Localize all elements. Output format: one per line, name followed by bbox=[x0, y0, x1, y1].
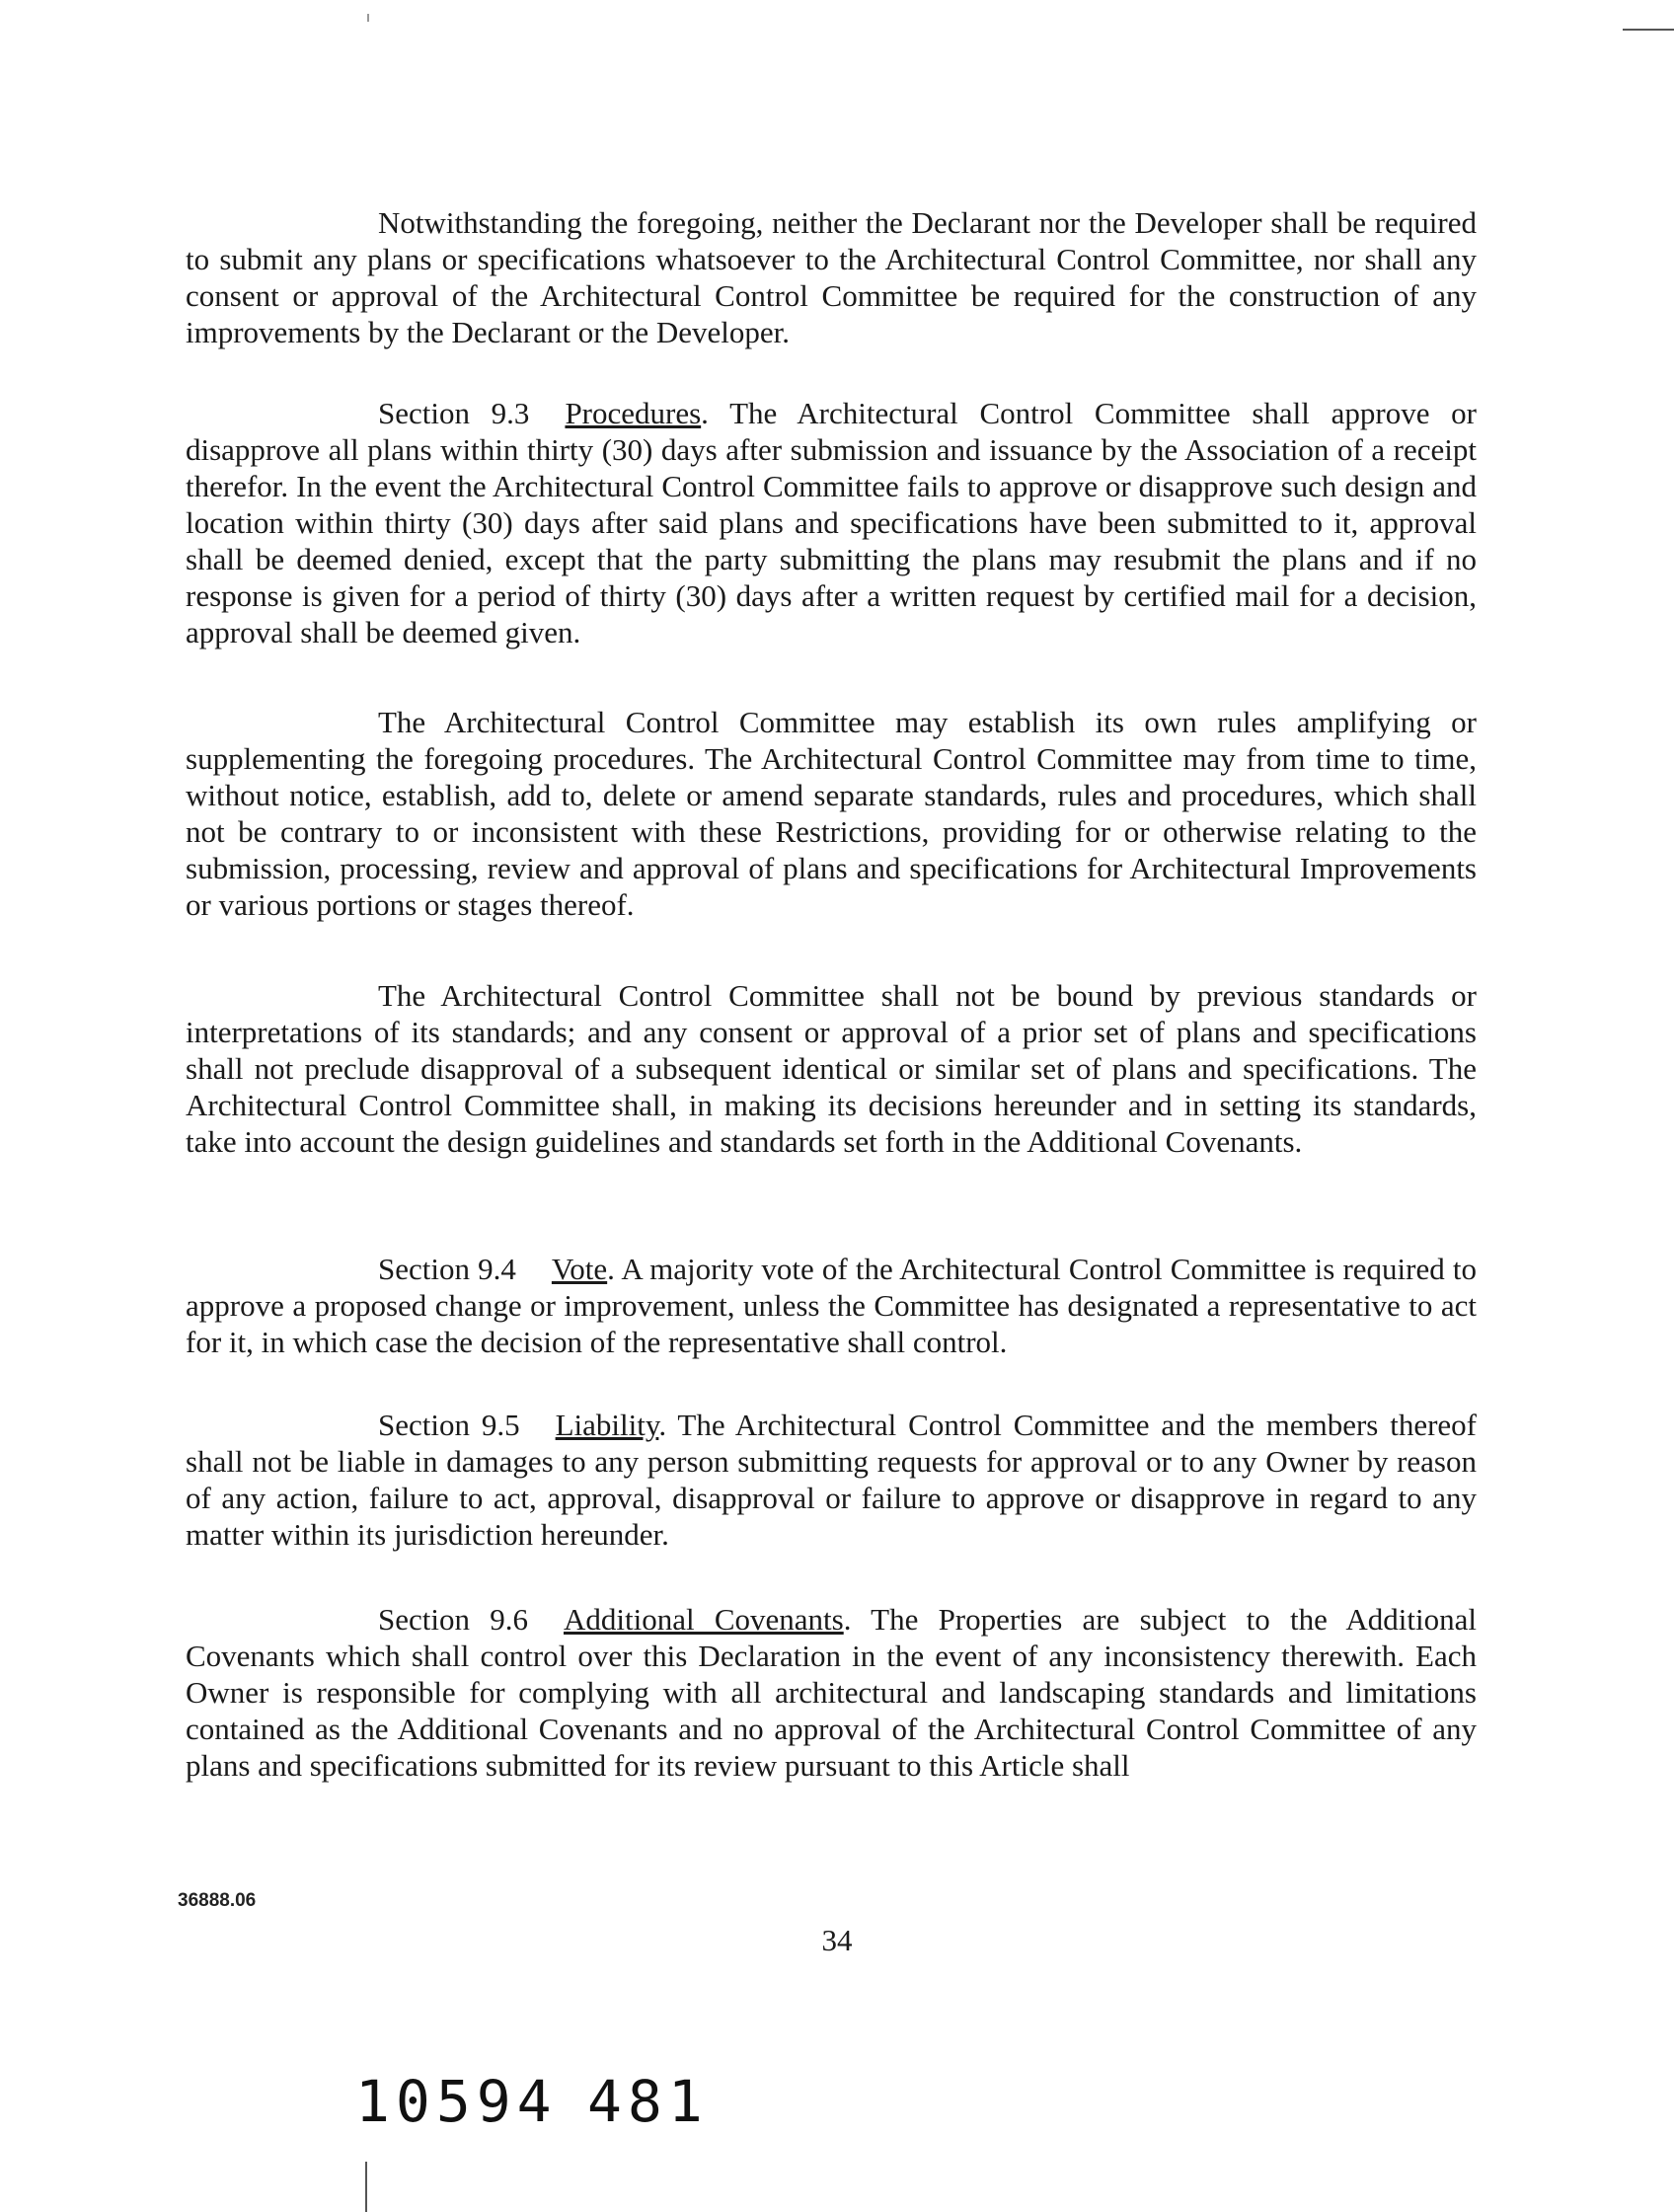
section-9-6-additional-covenants bbox=[186, 1601, 1477, 1784]
paragraph-text: Notwithstanding the foregoing, neither the Declarant nor the Developer shall be required to submit any plans or specifications whatsoever to the Architectural Control Committee, nor shall any consent or approval of the Architectural Control Committee be required for the construction of any improvements by the Declarant or the Developer. bbox=[186, 205, 1477, 349]
scan-artifact-top-right bbox=[1623, 29, 1674, 31]
section-number: Section 9.6 bbox=[378, 1602, 528, 1637]
section-number: Section 9.4 bbox=[378, 1252, 516, 1286]
section-text: . The Architectural Control Committee and the members thereof shall not be liable in damages to any person submitting requests for approval or to any Owner by reason of any action, failure to act, approval, disapproval or failure to approve or disapprove in regard to any matter within its jurisdiction hereunder. bbox=[186, 1408, 1477, 1552]
section-number: Section 9.5 bbox=[378, 1408, 520, 1442]
document-id: 36888.06 bbox=[178, 1890, 257, 1911]
section-heading: Procedures bbox=[565, 396, 702, 430]
scan-artifact-top-left bbox=[367, 14, 369, 22]
paragraph-committee-rules bbox=[186, 704, 1477, 923]
section-heading: Additional Covenants bbox=[563, 1602, 844, 1637]
section-heading: Liability bbox=[555, 1408, 659, 1442]
section-number: Section 9.3 bbox=[378, 396, 530, 430]
section-text: . The Properties are subject to the Additional Covenants which shall control over this Declaration in the event of any inconsistency therewith. Each Owner is responsible for complying with all architectural and landscaping standards and limitations contained as the Additional Covenants and no approval of the Architectural Control Committee of any plans and specifications submitted for its review pursuant to this Article shall bbox=[186, 1602, 1477, 1783]
paragraph-text: The Architectural Control Committee may establish its own rules amplifying or supplementing the foregoing procedures. The Architectural Control Committee may from time to time, without notice, establish, add to, delete or amend separate standards, rules and procedures, which shall not be contrary to or inconsistent with these Restrictions, providing for or otherwise relating to the submission, processing, review and approval of plans and specifications for Architectural Improvements or various portions or stages thereof. bbox=[186, 705, 1477, 922]
section-9-5-liability bbox=[186, 1407, 1477, 1553]
page-number: 34 bbox=[821, 1923, 853, 1957]
section-text: . The Architectural Control Committee shall approve or disapprove all plans within thirty (30) days after submission and issuance by the Association of a receipt therefor. In the event the Architectural Control Committee fails to approve or disapprove such design and location within thirty (30) days after said plans and specifications have been submitted to it, approval shall be deemed denied, except that the party submitting the plans may resubmit the plans and if no response is given for a period of thirty (30) days after a written request by certified mail for a decision, approval shall be deemed given. bbox=[186, 396, 1477, 649]
section-heading: Vote bbox=[551, 1252, 608, 1286]
section-9-4-vote bbox=[186, 1251, 1477, 1360]
scan-artifact-bottom bbox=[365, 2162, 367, 2212]
recording-page-number: 481 bbox=[587, 2068, 709, 2135]
recording-book-number: 10594 bbox=[355, 2068, 558, 2135]
paragraph-committee-standards bbox=[186, 977, 1477, 1160]
paragraph-text: The Architectural Control Committee shall not be bound by previous standards or interpretations of its standards; and any consent or approval of a prior set of plans and specifications shall not preclude disapproval of a subsequent identical or similar set of plans and specifications. The Architectural Control Committee shall, in making its decisions hereunder and in setting its standards, take into account the design guidelines and standards set forth in the Additional Covenants. bbox=[186, 978, 1477, 1159]
paragraph-notwithstanding bbox=[186, 204, 1477, 350]
section-9-3-procedures bbox=[186, 395, 1477, 650]
section-text: . A majority vote of the Architectural Control Committee is required to approve a proposed change or improvement, unless the Committee has designated a representative to act for it, in which case the decision of the representative shall control. bbox=[186, 1252, 1477, 1359]
